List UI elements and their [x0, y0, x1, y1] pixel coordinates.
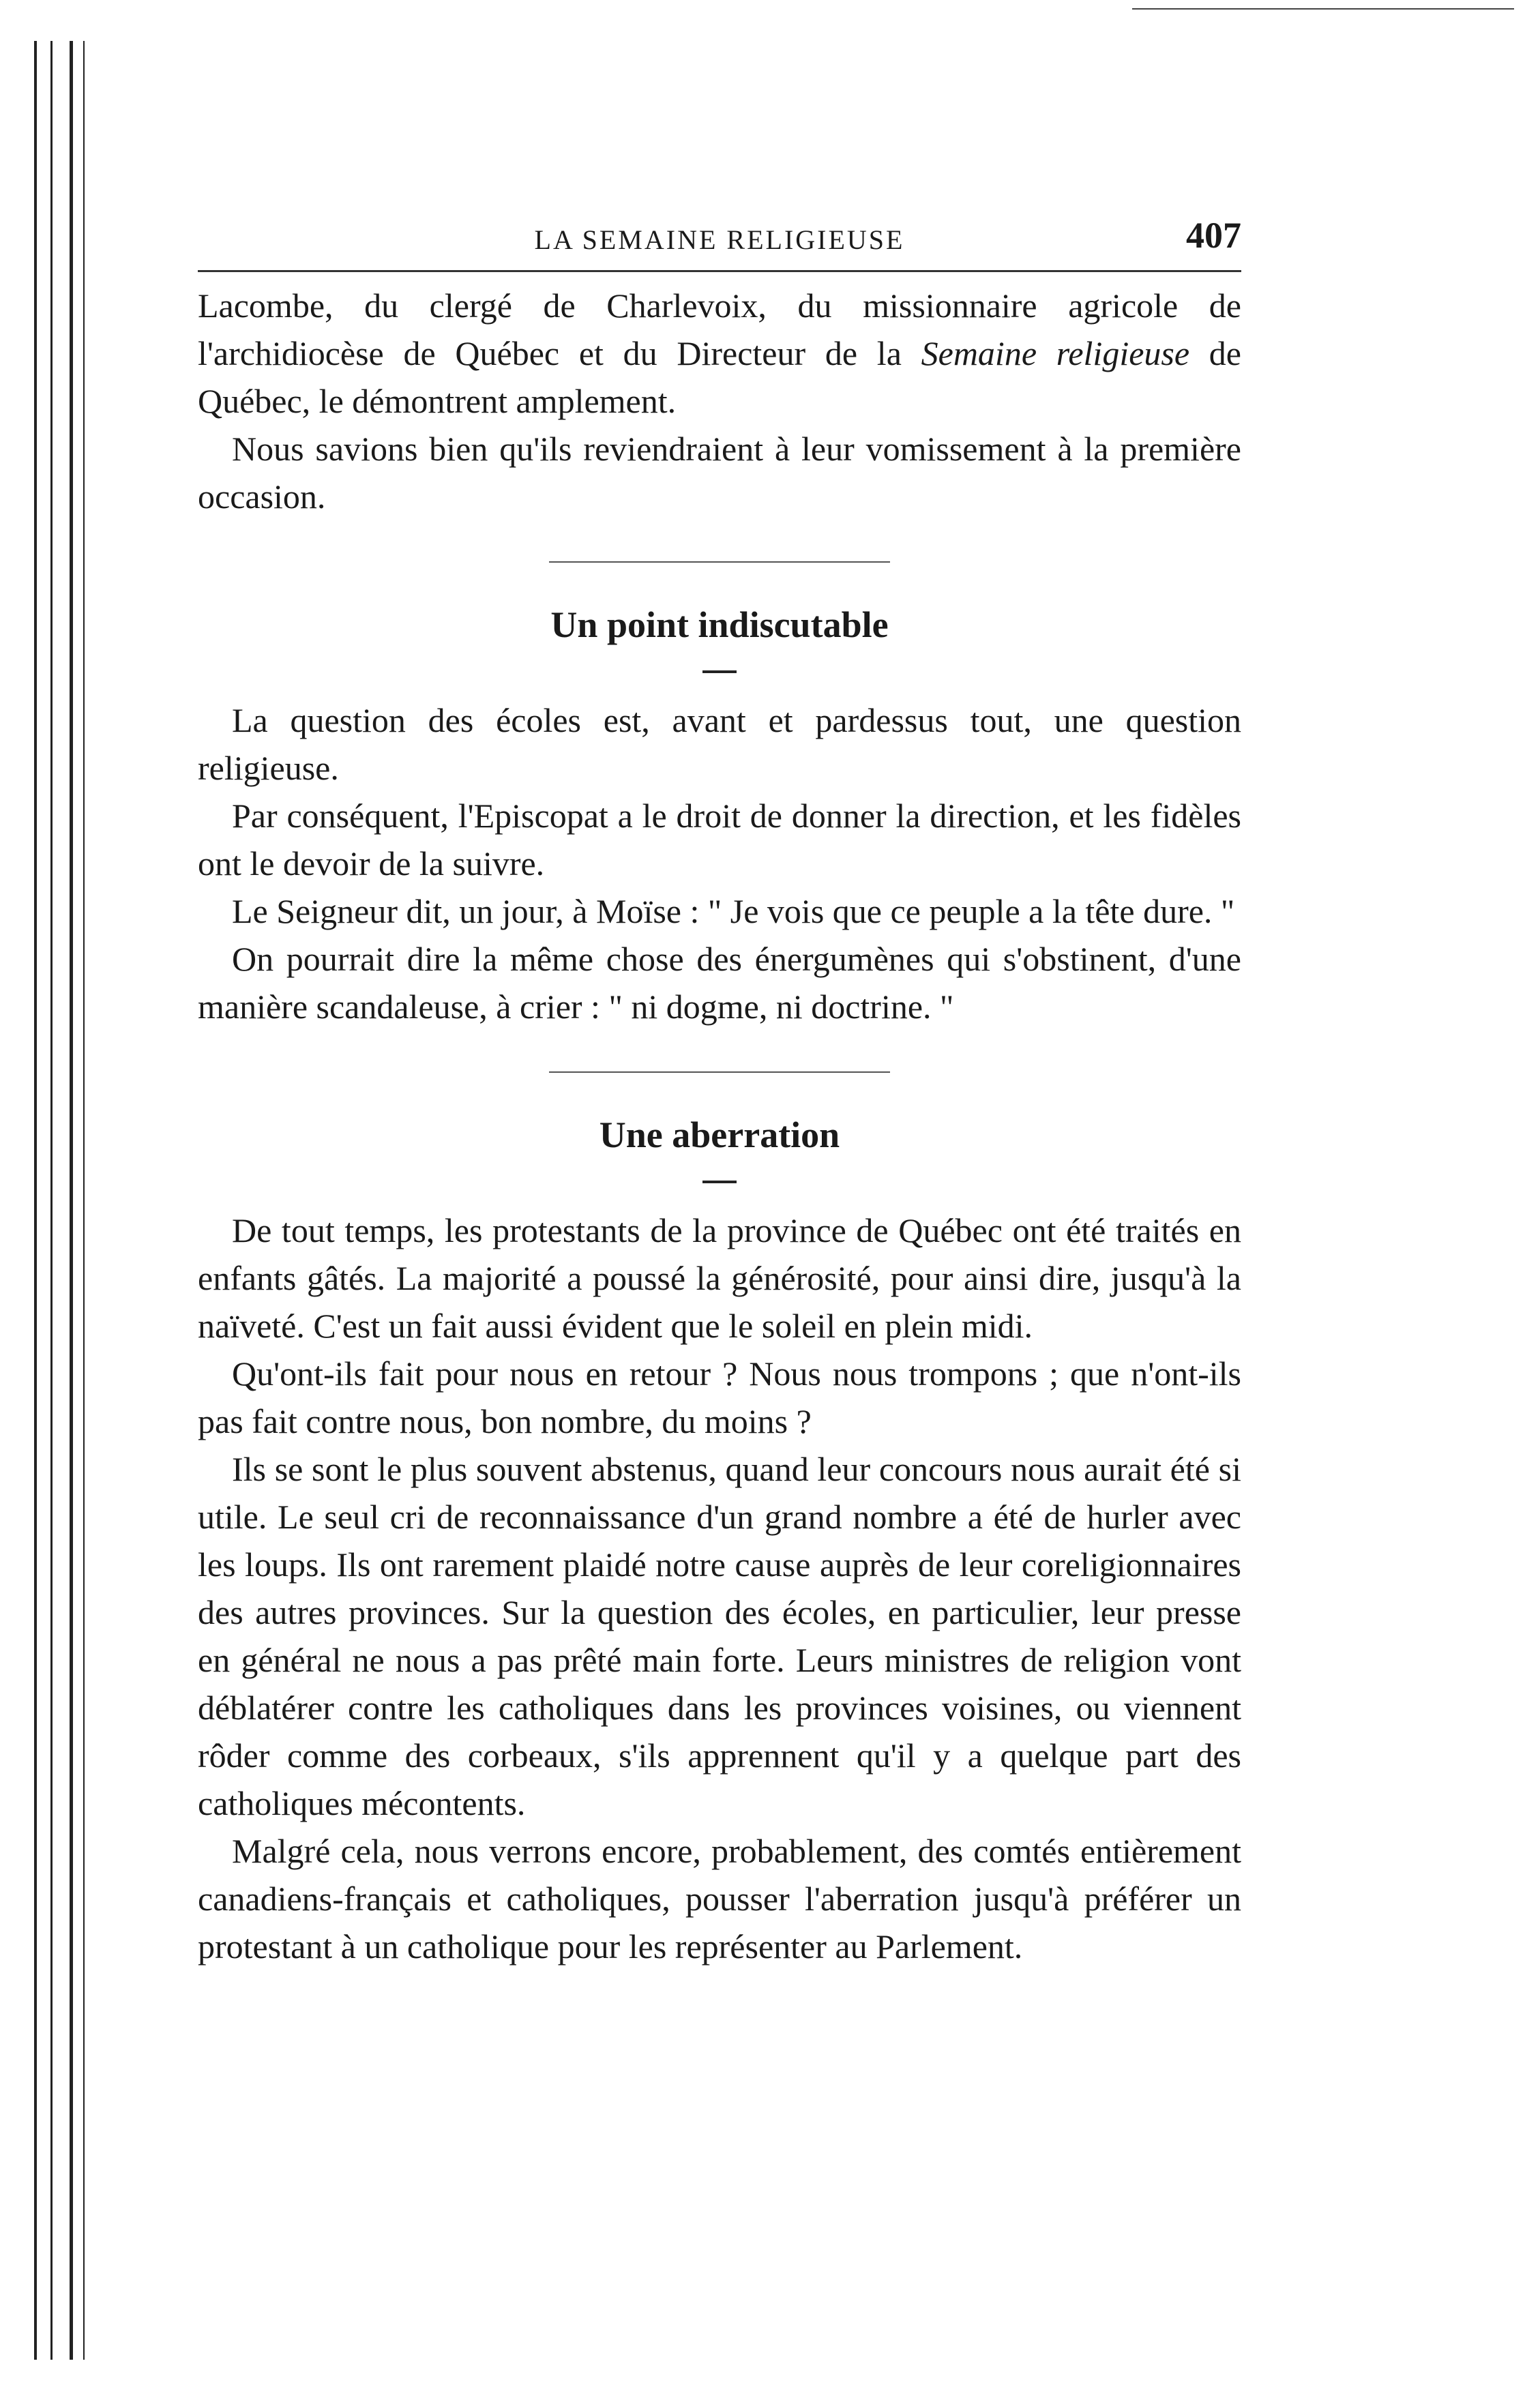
page-number: 407: [1186, 215, 1241, 256]
page-binding-edge: [27, 0, 89, 2387]
page-content: [198, 205, 1241, 1970]
paragraph: Qu'ont-ils fait pour nous en retour ? Nous nous trompons ; que n'ont-ils pas fait contre nous, bon nombre, du moins ?: [198, 1354, 1241, 1440]
paragraph: On pourrait dire la même chose des énergumènes qui s'obstinent, d'une manière scandaleuse, à crier : " ni dogme, ni doctrine. ": [198, 940, 1241, 1026]
header-rule: [198, 270, 1241, 272]
title-dash: [702, 670, 737, 673]
publication-title: Semaine religieuse: [921, 334, 1190, 372]
section-divider: [549, 1071, 890, 1073]
paragraph: Par conséquent, l'Episcopat a le droit de donner la direction, et les fidèles ont le devoir de la suivre.: [198, 797, 1241, 883]
paragraph: Malgré cela, nous verrons encore, probablement, des comtés entièrement canadiens-français et catholiques, pousser l'aberration jusqu'à préférer un protestant à un catholique pour les représenter au Parlement.: [198, 1832, 1241, 1966]
paragraph: De tout temps, les protestants de la province de Québec ont été traités en enfants gâtés. La majorité a poussé la générosité, pour ainsi dire, jusqu'à la naïveté. C'est un fait aussi évident que le soleil en plein midi.: [198, 1211, 1241, 1345]
running-header: [198, 205, 1241, 266]
paragraph: Le Seigneur dit, un jour, à Moïse : " Je vois que ce peuple a la tête dure. ": [232, 892, 1235, 930]
paragraph: La question des écoles est, avant et pardessus tout, une question religieuse.: [198, 701, 1241, 787]
running-title: LA SEMAINE RELIGIEUSE: [534, 224, 905, 255]
title-dash: [702, 1181, 737, 1183]
continuation-paragraph: Lacombe, du clergé de Charlevoix, du missionnaire agricole de l'archidiocèse de Québec et du Directeur de la Semaine religieuse de Québec, le démontrent amplement.: [198, 286, 1241, 420]
paragraph: Ils se sont le plus souvent abstenus, quand leur concours nous aurait été si utile. Le seul cri de reconnaissance d'un grand nombre a été de hurler avec les loups. Ils ont rarement plaidé notre cause auprès de leur coreligionnaires des autres provinces. Sur la question des écoles, en particulier, leur presse en général ne nous a pas prêté main forte. Leurs ministres de religion vont déblatérer contre les catholiques dans les provinces voisines, ou viennent rôder comme des corbeaux, s'ils apprennent qu'il y a quelque part des catholiques mécontents.: [198, 1450, 1241, 1822]
scan-artifact-line: [1132, 8, 1514, 10]
section-divider: [549, 561, 890, 563]
section-title: Un point indiscutable: [550, 604, 889, 645]
section-title: Une aberration: [599, 1114, 840, 1155]
paragraph: Nous savions bien qu'ils reviendraient à leur vomissement à la première occasion.: [198, 430, 1241, 516]
